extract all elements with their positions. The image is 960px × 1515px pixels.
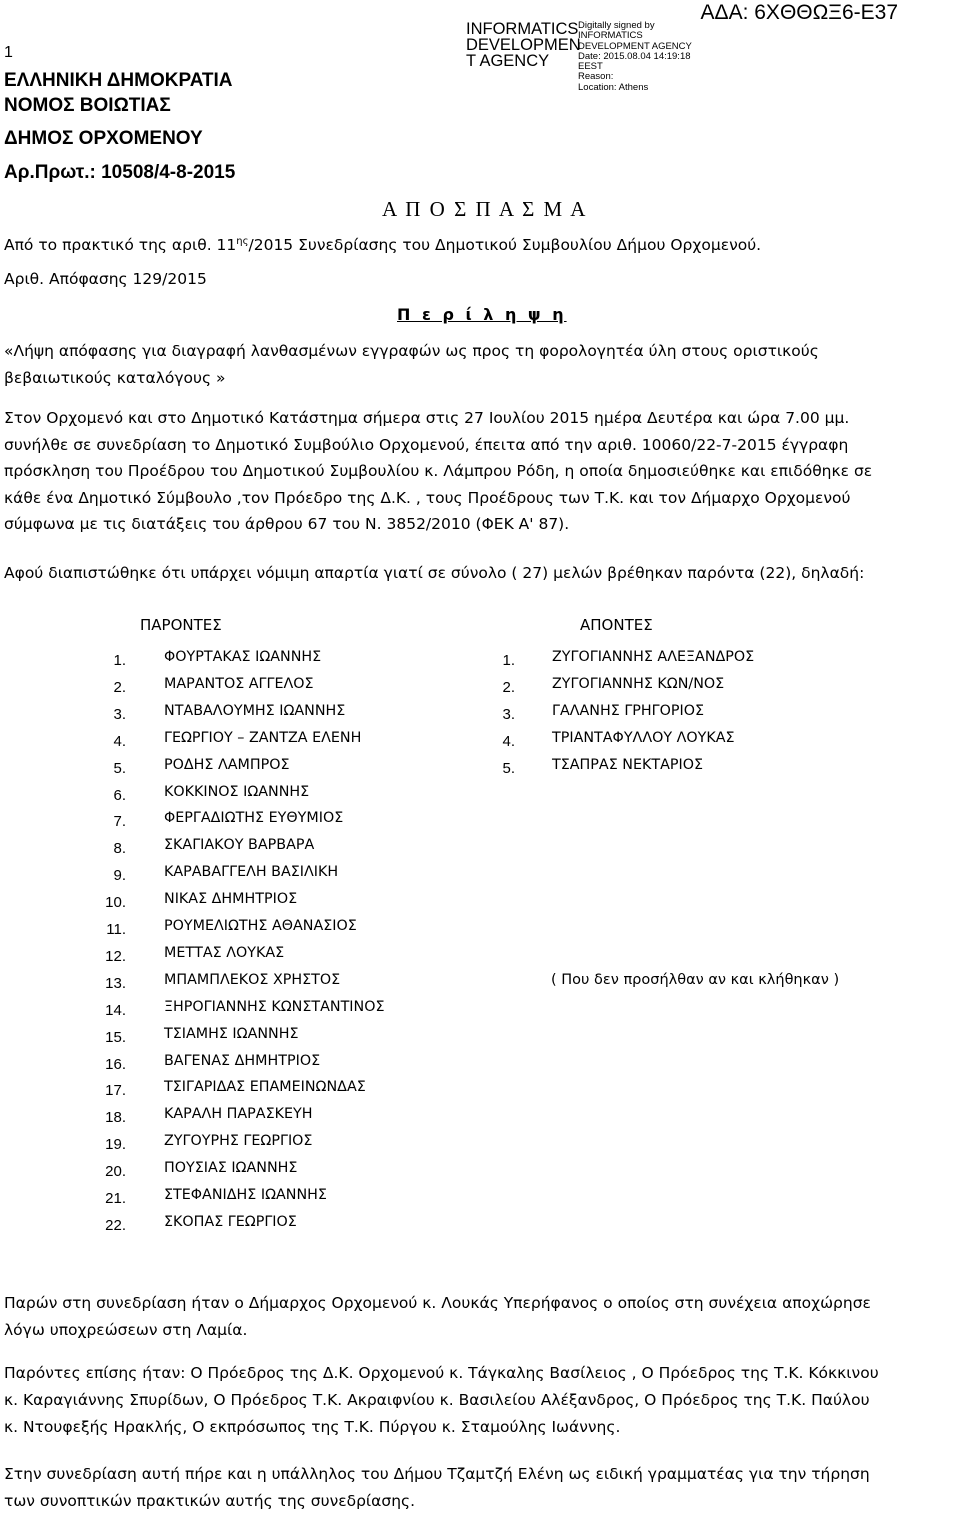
signature-detail: Location: Athens	[578, 81, 649, 93]
intro-line: πρόσκληση του Προέδρου του Δημοτικού Συμβουλίου κ. Λάμπρου Ρόδη, η οποία δημοσιεύθηκε και επιδόθηκε σε	[4, 462, 873, 480]
absent-member-name: ΖΥΓΟΓΙΑΝΝΗΣ ΑΛΕΞΑΝΔΡΟΣ	[552, 649, 755, 665]
present-member-number: 9.	[113, 867, 126, 885]
signature-detail: Date: 2015.08.04 14:19:18	[578, 50, 691, 62]
presidents-line: Παρόντες επίσης ήταν: Ο Πρόεδρος της Δ.Κ. Ορχομενού κ. Τάγκαλης Βασίλειος , Ο Πρόεδρος της Τ.Κ. Κόκκινου	[4, 1364, 879, 1382]
page-number: 1	[4, 44, 13, 61]
signature-org	[466, 21, 581, 69]
absent-member-number: 5.	[502, 759, 515, 777]
present-member-number: 11.	[106, 921, 126, 938]
present-member-name: ΚΑΡΑΛΗ ΠΑΡΑΣΚΕΥΗ	[164, 1106, 313, 1123]
presidents-line: κ. Ντουφεξής Ηρακλής, Ο εκπρόσωπος της Τ.Κ. Πύργου κ. Σταμούλης Ιωάννης.	[4, 1418, 621, 1436]
mayor-line: λόγω υποχρεώσεων στη Λαμία.	[4, 1321, 248, 1339]
present-member-number: 20.	[105, 1163, 126, 1181]
present-heading: ΠΑΡΟΝΤΕΣ	[140, 616, 222, 634]
present-member-name: ΣΚΟΠΑΣ ΓΕΩΡΓΙΟΣ	[164, 1213, 297, 1230]
present-member-number: 18.	[105, 1109, 126, 1127]
present-member-name: ΣΚΑΓΙΑΚΟΥ ΒΑΡΒΑΡΑ	[164, 837, 315, 854]
secretary-line: Στην συνεδρίαση αυτή πήρε και η υπάλληλος του Δήμου Τζαμτζή Ελένη ως ειδική γραμματέας για την τήρηση	[4, 1465, 870, 1483]
present-member-name: ΣΤΕΦΑΝΙΔΗΣ ΙΩΑΝΝΗΣ	[164, 1187, 327, 1203]
header-republic: ΕΛΛΗΝΙΚΗ ΔΗΜΟΚΡΑΤΙΑ	[4, 70, 233, 91]
present-member-name: ΚΟΚΚΙΝΟΣ ΙΩΑΝΝΗΣ	[164, 783, 310, 800]
present-member-number: 6.	[113, 786, 126, 804]
present-member-name: ΜΑΡΑΝΤΟΣ ΑΓΓΕΛΟΣ	[164, 675, 314, 692]
signature-detail: Digitally signed by	[578, 20, 655, 31]
present-member-number: 8.	[113, 840, 126, 858]
present-member-name: ΞΗΡΟΓΙΑΝΝΗΣ ΚΩΝΣΤΑΝΤΙΝΟΣ	[164, 998, 385, 1015]
meeting-line-pre: Από το πρακτικό της αριθ. 11	[4, 236, 237, 255]
signature-org-line: INFORMATICS	[466, 20, 579, 38]
signature-org-line: T AGENCY	[466, 52, 550, 70]
absent-heading: ΑΠΟΝΤΕΣ	[580, 616, 653, 634]
present-member-name: ΖΥΓΟΥΡΗΣ ΓΕΩΡΓΙΟΣ	[164, 1133, 313, 1150]
summary-heading: Π ε ρ ί λ η ψ η	[397, 305, 567, 324]
decision-number: Αριθ. Απόφασης 129/2015	[4, 270, 207, 288]
present-member-number: 2.	[113, 678, 126, 696]
absent-member-number: 4.	[502, 732, 515, 750]
presidents-line: κ. Καραγιάννης Σπυρίδων, Ο Πρόεδρος Τ.Κ. Ακραιφνίου κ. Βασιλείου Αλέξανδρος, Ο Πρόεδρος της Τ.Κ. Παύλου	[4, 1391, 870, 1409]
protocol-number: Αρ.Πρωτ.: 10508/4-8-2015	[4, 162, 236, 183]
summary-line: βεβαιωτικούς καταλόγους »	[4, 368, 226, 387]
present-member-name: ΦΟΥΡΤΑΚΑΣ ΙΩΑΝΝΗΣ	[164, 649, 322, 665]
present-member-number: 16.	[105, 1055, 126, 1073]
meeting-line-post: /2015 Συνεδρίασης του Δημοτικού Συμβουλίου Δήμου Ορχομενού.	[248, 236, 762, 255]
present-member-name: ΠΟΥΣΙΑΣ ΙΩΑΝΝΗΣ	[164, 1160, 298, 1177]
present-member-name: ΝΤΑΒΑΛΟΥΜΗΣ ΙΩΑΝΝΗΣ	[164, 702, 346, 719]
intro-line: συνήλθε σε συνεδρίαση το Δημοτικό Συμβούλιο Ορχομενού, έπειτα από την αριθ. 10060/22-7-2015 έγγραφη	[4, 435, 849, 454]
absent-member-name: ΓΑΛΑΝΗΣ ΓΡΗΓΟΡΙΟΣ	[552, 702, 705, 719]
signature-detail: EEST	[578, 61, 603, 73]
intro-line: σύμφωνα με τις διατάξεις του άρθρου 67 του Ν. 3852/2010 (ΦΕΚ Α' 87).	[4, 515, 570, 533]
present-member-number: 4.	[113, 732, 126, 750]
present-member-number: 1.	[113, 652, 126, 669]
signature-detail: INFORMATICS	[578, 30, 643, 42]
present-member-name: ΝΙΚΑΣ ΔΗΜΗΤΡΙΟΣ	[164, 891, 298, 908]
present-member-name: ΤΣΙΓΑΡΙΔΑΣ ΕΠΑΜΕΙΝΩΝΔΑΣ	[164, 1079, 366, 1096]
present-member-name: ΤΣΙΑΜΗΣ ΙΩΑΝΝΗΣ	[164, 1025, 299, 1042]
header-municipality: ΔΗΜΟΣ ΟΡΧΟΜΕΝΟΥ	[4, 128, 203, 149]
secretary-line: των συνοπτικών πρακτικών αυτής της συνεδρίασης.	[4, 1492, 416, 1510]
present-member-name: ΒΑΓΕΝΑΣ ΔΗΜΗΤΡΙΟΣ	[164, 1052, 321, 1069]
summary-line: «Λήψη απόφασης για διαγραφή λανθασμένων εγγραφών ως προς τη φορολογητέα ύλη στους οριστικούς	[4, 342, 819, 360]
present-member-number: 10.	[105, 894, 126, 912]
ada-code: ΑΔΑ: 6ΧΘΘΩΞ6-Ε37	[700, 1, 898, 24]
present-member-number: 19.	[105, 1136, 126, 1154]
present-member-name: ΦΕΡΓΑΔΙΩΤΗΣ ΕΥΘΥΜΙΟΣ	[164, 810, 344, 827]
mayor-line: Παρών στη συνεδρίαση ήταν ο Δήμαρχος Ορχομενού κ. Λουκάς Υπερήφανος ο οποίος στη συνέχεια αποχώρησε	[4, 1294, 871, 1312]
present-member-name: ΓΕΩΡΓΙΟΥ – ΖΑΝΤΖΑ ΕΛΕΝΗ	[164, 729, 362, 746]
absent-member-name: ΤΣΑΠΡΑΣ ΝΕΚΤΑΡΙΟΣ	[552, 756, 704, 773]
present-member-number: 12.	[105, 947, 126, 965]
intro-line: κάθε ένα Δημοτικό Σύμβουλο ,τον Πρόεδρο της Δ.Κ. , τους Προέδρους των Τ.Κ. και τον Δήμαρχο Ορχομενού	[4, 488, 851, 507]
document-title: Α Π Ο Σ Π Α Σ Μ Α	[382, 197, 588, 221]
present-member-number: 13.	[105, 974, 126, 992]
present-member-name: ΜΕΤΤΑΣ ΛΟΥΚΑΣ	[164, 944, 285, 961]
absent-member-number: 2.	[502, 678, 515, 696]
header-prefecture: ΝΟΜΟΣ ΒΟΙΩΤΙΑΣ	[4, 95, 171, 116]
meeting-line	[4, 236, 761, 254]
intro-line: Στον Ορχομενό και στο Δημοτικό Κατάστημα σήμερα στις 27 Ιουλίου 2015 ημέρα Δευτέρα και ώρα 7.00 μμ.	[4, 409, 850, 427]
present-member-name: ΜΠΑΜΠΛΕΚΟΣ ΧΡΗΣΤΟΣ	[164, 971, 341, 988]
present-member-name: ΡΟΥΜΕΛΙΩΤΗΣ ΑΘΑΝΑΣΙΟΣ	[164, 918, 357, 934]
present-member-number: 7.	[113, 813, 126, 831]
present-member-number: 22.	[105, 1216, 126, 1234]
absent-member-number: 3.	[502, 705, 515, 723]
present-member-number: 21.	[105, 1190, 126, 1207]
absent-member-number: 1.	[502, 652, 515, 669]
intro-paragraph	[4, 405, 872, 538]
presidents-paragraph	[4, 1360, 879, 1441]
present-member-number: 14.	[105, 1001, 126, 1019]
mayor-paragraph	[4, 1290, 871, 1344]
present-member-name: ΚΑΡΑΒΑΓΓΕΛΗ ΒΑΣΙΛΙΚΗ	[164, 864, 339, 881]
signature-detail: Reason:	[578, 71, 614, 83]
quorum-line: Αφού διαπιστώθηκε ότι υπάρχει νόμιμη απαρτία γιατί σε σύνολο ( 27) μελών βρέθηκαν παρόντα (22), δηλαδή:	[4, 564, 865, 582]
present-member-number: 3.	[113, 705, 126, 723]
present-member-number: 5.	[113, 759, 126, 777]
absent-note: ( Που δεν προσήλθαν αν και κλήθηκαν )	[551, 972, 840, 988]
absent-member-name: ΤΡΙΑΝΤΑΦΥΛΛΟΥ ΛΟΥΚΑΣ	[552, 729, 735, 746]
summary-text	[4, 338, 819, 391]
secretary-paragraph	[4, 1461, 870, 1515]
absent-member-name: ΖΥΓΟΓΙΑΝΝΗΣ ΚΩΝ/ΝΟΣ	[552, 675, 725, 692]
meeting-line-sup: ης	[236, 236, 249, 247]
present-member-number: 17.	[105, 1082, 126, 1100]
signature-org-line: DEVELOPMEN	[466, 36, 581, 54]
present-member-number: 15.	[105, 1028, 126, 1046]
signature-detail: DEVELOPMENT AGENCY	[578, 40, 692, 52]
present-member-name: ΡΟΔΗΣ ΛΑΜΠΡΟΣ	[164, 756, 290, 773]
signature-details	[578, 21, 692, 93]
